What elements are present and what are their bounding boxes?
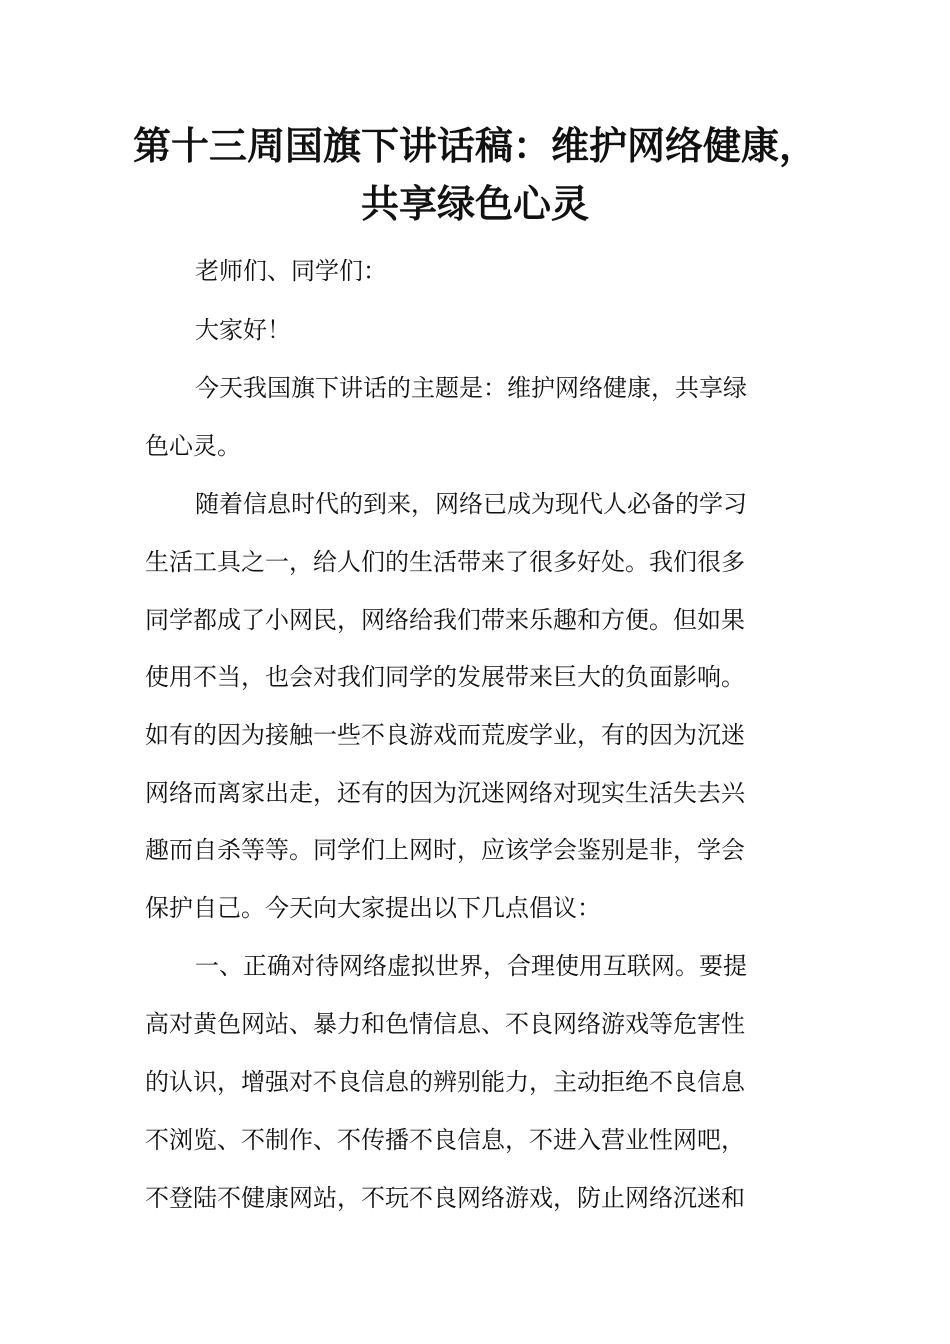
paragraph-line: 随着信息时代的到来，网络已成为现代人必备的学习 <box>195 490 747 518</box>
page-title-line-1: 第十三周国旗下讲话稿：维护网络健康， <box>132 124 817 168</box>
paragraph-line: 趣而自杀等等。同学们上网时，应该学会鉴别是非，学会 <box>145 836 745 864</box>
paragraph-line: 的认识，增强对不良信息的辨别能力，主动拒绝不良信息 <box>145 1068 745 1096</box>
paragraph-line: 网络而离家出走，还有的因为沉迷网络对现实生活失去兴 <box>145 779 745 807</box>
paragraph-line: 不浏览、不制作、不传播不良信息，不进入营业性网吧， <box>145 1126 745 1154</box>
paragraph-line: 色心灵。 <box>145 432 241 460</box>
paragraph-line: 如有的因为接触一些不良游戏而荒废学业，有的因为沉迷 <box>145 721 745 749</box>
paragraph-line: 今天我国旗下讲话的主题是：维护网络健康，共享绿 <box>195 374 747 402</box>
paragraph-line: 同学都成了小网民，网络给我们带来乐趣和方便。但如果 <box>145 606 745 634</box>
paragraph-line: 使用不当，也会对我们同学的发展带来巨大的负面影响。 <box>145 663 745 691</box>
page-title-line-2: 共享绿色心灵 <box>360 182 589 226</box>
paragraph-line: 保护自己。今天向大家提出以下几点倡议： <box>145 894 601 922</box>
paragraph-line: 高对黄色网站、暴力和色情信息、不良网络游戏等危害性 <box>145 1010 745 1038</box>
greeting: 大家好！ <box>195 316 291 344</box>
paragraph-line: 一、正确对待网络虚拟世界，合理使用互联网。要提 <box>195 952 747 980</box>
paragraph-line: 生活工具之一，给人们的生活带来了很多好处。我们很多 <box>145 548 745 576</box>
paragraph-line: 不登陆不健康网站，不玩不良网络游戏，防止网络沉迷和 <box>145 1184 745 1212</box>
salutation: 老师们、同学们： <box>195 257 387 285</box>
